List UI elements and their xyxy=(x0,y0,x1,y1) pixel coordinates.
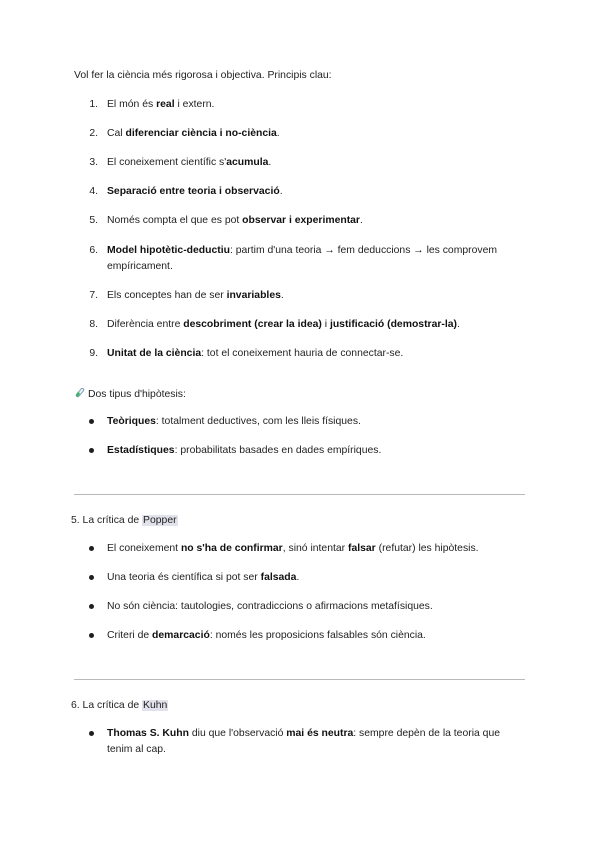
text-run: No són ciència: tautologies, contradiccions o afirmacions metafísiques. xyxy=(107,601,433,612)
list-number: 9. xyxy=(89,348,98,359)
list-number: 2. xyxy=(89,128,98,139)
list-number: 6. xyxy=(89,245,98,256)
list-item xyxy=(107,599,527,615)
bold-text: descobriment (crear la idea) xyxy=(183,319,322,330)
bold-text: Unitat de la ciència xyxy=(107,348,202,359)
list-item xyxy=(107,317,527,333)
text-run: . xyxy=(296,572,300,583)
section-divider xyxy=(74,679,525,680)
text-run: (refutar) les hipòtesis. xyxy=(375,543,479,554)
text-run: i extern. xyxy=(174,99,215,110)
bold-text: no s'ha de confirmar xyxy=(180,543,283,554)
list-number: 1. xyxy=(89,99,98,110)
list-item xyxy=(107,414,527,430)
text-run: : sempre depèn de la teoria que tenim al cap. xyxy=(107,728,501,755)
hypotheses-heading-text: Dos tipus d'hipòtesis: xyxy=(88,389,186,400)
list-number: 7. xyxy=(89,290,98,301)
bullet-dot xyxy=(89,419,94,424)
text-run: . xyxy=(268,157,272,168)
test-tube-icon xyxy=(73,387,85,399)
text-run: Només compta el que es pot xyxy=(107,215,243,226)
list-number: 5. xyxy=(89,215,98,226)
text-run: El coneixement xyxy=(107,543,181,554)
section-divider xyxy=(74,494,525,495)
text-run: : probabilitats basades en dades empíriques. xyxy=(174,445,382,456)
list-item xyxy=(107,541,527,557)
list-item xyxy=(107,570,527,586)
bold-text: acumula xyxy=(226,157,269,168)
list-item xyxy=(107,97,527,113)
bold-text: mai és neutra xyxy=(286,728,354,739)
bullet-dot xyxy=(89,633,94,638)
list-item xyxy=(107,184,527,200)
hypotheses-heading xyxy=(73,387,186,400)
text-run: Els conceptes han de ser xyxy=(107,290,227,301)
text-run: : partim d'una teoria → fem deduccions → les comprovem empíricament. xyxy=(107,245,498,272)
text-run: . xyxy=(276,128,280,139)
list-item xyxy=(107,126,527,142)
list-item xyxy=(107,346,527,362)
bold-text: Separació entre teoria i observació xyxy=(107,186,280,197)
text-run: Diferència entre xyxy=(107,319,184,330)
text-run: . xyxy=(280,290,284,301)
bold-text: Teòriques xyxy=(107,416,156,427)
bold-text: Thomas S. Kuhn xyxy=(107,728,189,739)
bold-text: Model hipotètic-deductiu xyxy=(107,245,230,256)
text-run: : totalment deductives, com les lleis físiques. xyxy=(155,416,361,427)
text-run: . xyxy=(359,215,363,226)
highlighted-name[interactable]: Popper xyxy=(143,515,177,526)
bullet-dot xyxy=(89,448,94,453)
text-run: . xyxy=(279,186,283,197)
list-number: 4. xyxy=(89,186,98,197)
bold-text: diferenciar ciència i no-ciència xyxy=(125,128,277,139)
list-item xyxy=(107,155,527,171)
list-item xyxy=(107,213,527,229)
text-run: Una teoria és científica si pot ser xyxy=(107,572,261,583)
bold-text: justificació (demostrar-la) xyxy=(329,319,457,330)
text-run: Criteri de xyxy=(107,630,153,641)
bold-text: invariables xyxy=(226,290,281,301)
bullet-dot xyxy=(89,604,94,609)
text-run: i xyxy=(321,319,330,330)
bold-text: falsar xyxy=(348,543,376,554)
list-item xyxy=(107,628,527,644)
intro-text: Vol fer la ciència més rigorosa i objectiva. Principis clau: xyxy=(74,70,332,81)
text-run: : tot el coneixement hauria de connectar-se. xyxy=(201,348,404,359)
highlighted-name[interactable]: Kuhn xyxy=(143,700,168,711)
list-number: 3. xyxy=(89,157,98,168)
bold-text: demarcació xyxy=(152,630,210,641)
bold-text: falsada xyxy=(260,572,297,583)
text-run: Cal xyxy=(107,128,126,139)
bullet-dot xyxy=(89,575,94,580)
section-heading-prefix: 5. La crítica de xyxy=(71,515,143,526)
list-number: 8. xyxy=(89,319,98,330)
bold-text: Estadístiques xyxy=(107,445,175,456)
bold-text: real xyxy=(156,99,175,110)
bullet-dot xyxy=(89,546,94,551)
bold-text: observar i experimentar xyxy=(242,215,360,226)
list-item xyxy=(107,443,527,459)
text-run: diu que l'observació xyxy=(188,728,287,739)
list-item xyxy=(107,243,527,274)
text-run: El coneixement científic s' xyxy=(107,157,227,168)
section-heading-popper xyxy=(71,515,178,526)
text-run: . xyxy=(456,319,460,330)
text-run: El món és xyxy=(107,99,157,110)
text-run: , sinó intentar xyxy=(282,543,348,554)
text-run: : només les proposicions falsables són ciència. xyxy=(209,630,426,641)
section-heading-kuhn xyxy=(71,700,168,711)
list-item xyxy=(107,726,527,757)
list-item xyxy=(107,288,527,304)
bullet-dot xyxy=(89,731,94,736)
section-heading-prefix: 6. La crítica de xyxy=(71,700,143,711)
